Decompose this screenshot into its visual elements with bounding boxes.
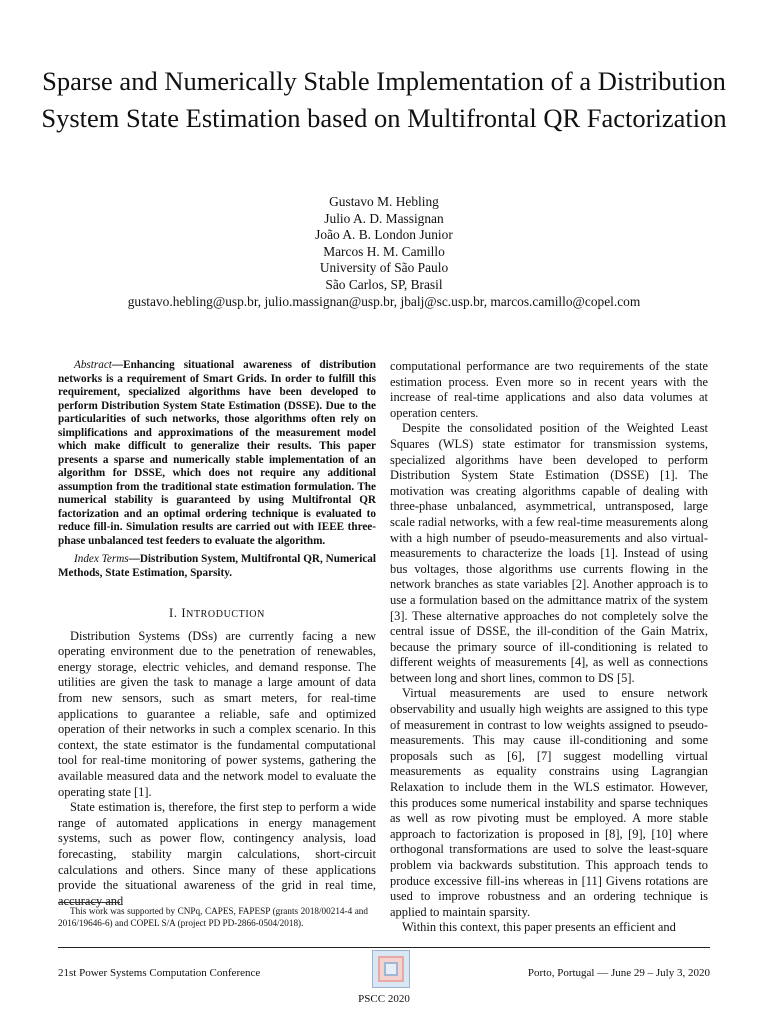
author-name: Marcos H. M. Camillo xyxy=(323,243,445,259)
body-paragraph: State estimation is, therefore, the first step to perform a wide range of automated applications in energy management systems, such as power flow, contingency analysis, load forecasting, stability margin calculations, short-circuit calculations and others. Since many of these applications provide the situational awareness of the grid in real time, accuracy and xyxy=(58,800,376,908)
section-initial: I xyxy=(181,606,187,620)
footnote-divider xyxy=(58,902,120,903)
body-paragraph: Distribution Systems (DSs) are currently facing a new operating environment due to the penetration of renewables, energy storage, electric vehicles, and demand response. The utilities are given the task to manage a large amount of data from new sensors, such as smart meters, for real-time applications to guarantee a reliable, safe and optimized operation of their networks in such a complex scenario. In this context, the state estimator is the fundamental computational tool for real-time monitoring of power systems, gathering the available measured data and the network model to evaluate the operating state [1]. xyxy=(58,628,376,799)
body-paragraph: Within this context, this paper presents an efficient and xyxy=(402,920,676,935)
abstract-label: Abstract xyxy=(74,359,112,371)
footnote xyxy=(58,906,368,929)
conference-location: Porto, Portugal — June 29 – July 3, 2020 xyxy=(527,967,710,979)
footer-divider xyxy=(58,947,710,948)
body-paragraph: Despite the consolidated position of the Weighted Least Squares (WLS) state estimator for transmission systems, specialized algorithms have been developed to perform Distribution System State Estimation (DSSE) [1]. The motivation was creating algorithms capable of dealing with three-phase unbalanced, asymmetrical, untransposed, large scale radial networks, with a few real-time measurements along with a high number of pseudo-measurements and also virtual-measurements to characterize the loads [1]. Instead of using bus voltages, those algorithms use currents flowing in the network branches as state variables [2]. Another approach is to use a formulation based on the admittance matrix of the system [3]. These alternative approaches do not completely solve the central issue of DSSE, the ill-condition of the Gain Matrix, because the primary source of ill-conditioning is related to different weights of measurements [4], as well as connections between long and short lines, common to DS [5]. xyxy=(390,421,708,685)
body-paragraph: Virtual measurements are used to ensure network observability and usually high weights are assigned to this type of measurement in contrast to low weights assigned to pseudo-measurements. This may cause ill-conditioning and some proposals such as [6], [7] suggest modelling virtual measurements as equality constrains using Lagrangian Relaxation to include them in the WLS estimator. However, this produces some numerical instability and sparse techniques as well as row pivoting must be employed. A more stable approach to factorization is proposed in [8], [9], [10] where orthogonal transformations are used to solve the least-square problem via backwards substitution. This approach tends to produce excessive fill-ins whereas in [11] Givens rotations are used to improve robustness and an ordering technique is applied to maintain sparsity. xyxy=(390,686,708,919)
paper-title: Sparse and Numerically Stable Implementation of a Distribution System State Estimation based on Multifrontal QR Factorization xyxy=(41,66,727,133)
author-name: João A. B. London Junior xyxy=(315,227,453,243)
index-terms-label: Index Terms xyxy=(74,553,129,565)
author-emails: gustavo.hebling@usp.br, julio.massignan@usp.br, jbalj@sc.usp.br, marcos.camillo@copel.com xyxy=(127,293,641,309)
abstract-text: —Enhancing situational awareness of distribution networks is a requirement of Smart Grids. In order to fulfill this requirement, specialized algorithms have been developed to perform Distribution System State Estimation (DSSE). Due to the particularities of such networks, those algorithms often rely on simplifications and approximations of the measurement model which make difficult to generalize their results. This paper presents a sparse and numerically stable implementation of an algorithm for DSSE, which does not require any additional assumption from the traditional state estimation formulation. The numerical stability is guaranteed by using Multifrontal QR factorization and an optimal ordering technique is evaluated to reduce fill-in. Simulation results are carried out with IEEE three-phase unbalanced test feeders to evaluate the algorithm. xyxy=(58,359,376,547)
index-terms-text: —Distribution System, Multifrontal QR, Numerical Methods, State Estimation, Sparsity. xyxy=(58,553,376,579)
body-paragraph: computational performance are two requirements of the state estimation process. Even more so in recent years with the increase of real-time applications and also data volumes at operation centers. xyxy=(390,359,708,420)
location: São Carlos, SP, Brasil xyxy=(325,276,443,292)
section-number: I. xyxy=(169,606,178,620)
left-column xyxy=(58,359,376,909)
pscc-logo-icon xyxy=(372,950,410,988)
footnote-text: This work was supported by CNPq, CAPES, FAPESP (grants 2018/00214-4 and 2016/19646-6) and COPEL S/A (project PD PD-2866-0504/2018). xyxy=(58,906,368,928)
author-name: Julio A. D. Massignan xyxy=(324,210,444,226)
section-name: NTRODUCTION xyxy=(186,609,265,620)
author-block xyxy=(60,194,708,310)
abstract xyxy=(58,359,376,548)
right-column xyxy=(390,359,708,936)
section-heading xyxy=(58,606,376,623)
conference-name: 21st Power Systems Computation Conference xyxy=(58,967,261,979)
affiliation: University of São Paulo xyxy=(319,260,449,276)
author-name: Gustavo M. Hebling xyxy=(329,194,439,209)
conference-short: PSCC 2020 xyxy=(358,993,410,1005)
index-terms xyxy=(58,553,376,580)
